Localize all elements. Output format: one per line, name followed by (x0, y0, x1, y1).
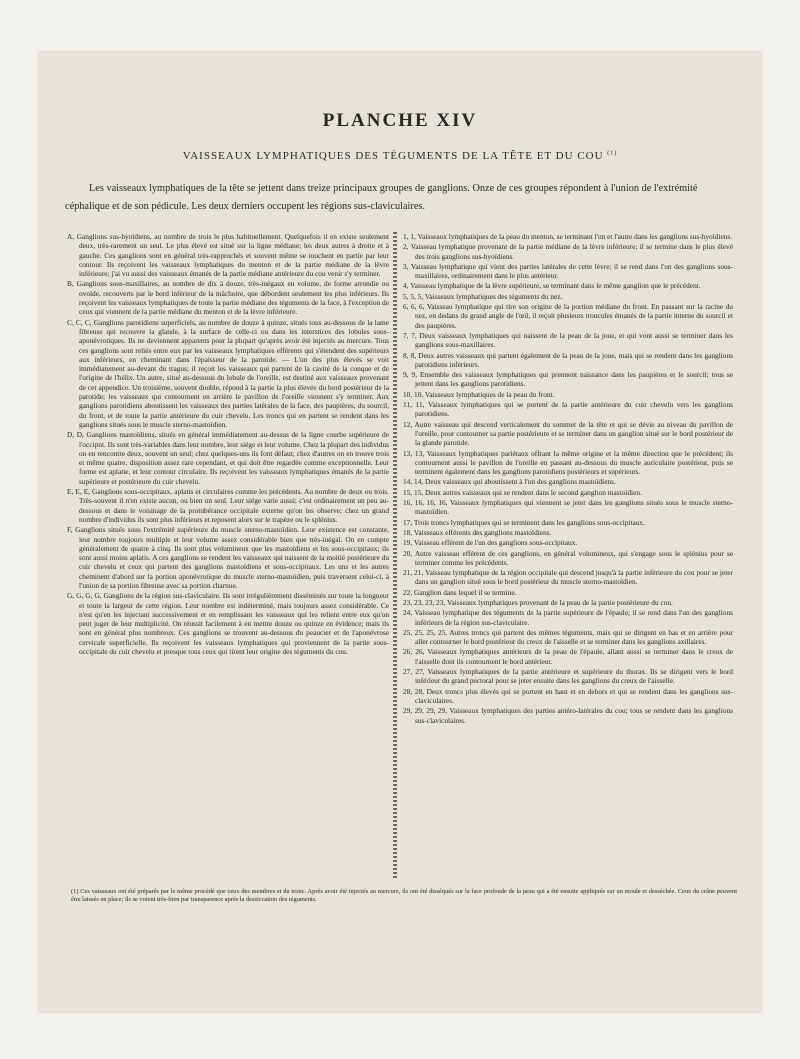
vessel-entry (403, 390, 733, 399)
entry-text: Deux vaisseaux lymphatiques qui naissent de la peau de la joue, et qui vont aussi se terminer dans les ganglions sous-maxillaires. (415, 330, 733, 350)
entry-label: F, (67, 525, 73, 535)
left-column-legend (67, 232, 389, 880)
entry-label: A, (67, 232, 75, 241)
entry-text: Ganglions sus-hyoïdiens, au nombre de trois le plus habituellement. Quelquefois il en existe seulement deux, très-rarement un seul. Le plus élevé est situé sur la ligne médiane; les deux autres à droite et à gauche. Ces ganglions sont en général très-rapprochés et souvent même se touchent en partie par leur contour. Ils reçoivent les vaisseaux lymphatiques du menton et de la partie médiane de la lèvre inférieure; j'ai vu aussi des vaisseaux émanés de la partie médiane antérieure du cou venir s'y terminer. (76, 232, 389, 279)
vessel-entry (403, 608, 733, 627)
subtitle-footnote-mark: (1) (607, 150, 618, 157)
entry-label: 22, (403, 587, 413, 597)
entry-text: Ganglions de la région sus-claviculaire. Ils sont irrégulièrement disséminés sur toute la longueur et toute la largeur de cette région. Leur nombre est indéterminé, mais toujours assez considérable. Ce n'est qu'en les injectant successivement et en remplissant les vaisseaux qui les relient entre eux qu'on peut juger de leur multiplicité. On réussit facilement à en mettre douze ou quinze en évidence; mais ils sont en général plus nombreux. Ces ganglions se trouvent au-dessous du peaucier et de l'aponévrose cervicale superficielle. Ils reçoivent les vaisseaux lymphatiques qui proviennent de la partie sous-occipitale du cuir chevelu et presque tous ceux qui tirent leur origine des téguments du cou. (79, 591, 389, 657)
entry-text: Vaisseaux lymphatiques des téguments du nez. (424, 291, 563, 301)
plate-page (39, 52, 761, 1012)
entry-label: 8, 8, (403, 350, 417, 360)
ganglion-entry (67, 525, 389, 590)
entry-text: Vaisseaux lymphatiques antérieurs de la peau de l'épaule, allant aussi se terminer dans le creux de l'aisselle dont ils contournent le bord antérieur. (415, 647, 733, 666)
entry-label: 25, 25, 25, 25, (403, 627, 448, 637)
entry-text: Vaisseaux lymphatiques de la partie antérieure et supérieure du thorax. Ils se dirigent vers le bord inférieur du grand pectoral pour se jeter ensuite dans les ganglions du creux de l'aisselle. (415, 667, 733, 686)
ganglion-entry (67, 318, 389, 430)
entry-label: 19, (403, 538, 413, 548)
entry-label: 16, 16, 16, 16, (403, 498, 448, 508)
ganglion-entry (67, 232, 389, 278)
plate-title: PLANCHE XIV (322, 110, 478, 131)
entry-text: Vaisseaux lymphatiques pariétaux offrant la même origine et la même direction que le précédent; ils contournent aussi le pavillon de l'oreille en passant au-dessous du muscle auriculaire postérieur, puis se terminent également dans les ganglions parotidiens postérieurs et supérieurs. (415, 448, 733, 477)
entry-text: Ganglions sous-maxillaires, au nombre de dix à douze, très-inégaux en volume, de forme arrondie ou ovoïde, recouverts par le bord inférieur de la mâchoire, que débordent seulement les plus inférieurs. Ils reçoivent les vaisseaux lymphatiques de toute la partie médiane des téguments de la face, à l'exception de ceux qui viennent de la partie médiane du menton et de la lèvre inférieure. (76, 279, 389, 317)
entry-label: B, (67, 279, 74, 289)
entry-text: Ensemble des vaisseaux lymphatiques qui prennent naissance dans les paupières et le sourcil; tous se jettent dans les ganglions parotidiens. (415, 370, 733, 389)
entry-label: D, D, (67, 430, 84, 440)
ganglion-entry (67, 591, 389, 656)
vessel-entry (403, 351, 733, 370)
entry-text: Vaisseaux lymphatiques provenant de la peau de la partie postérieure du cou. (446, 597, 673, 607)
vessel-entry (403, 647, 733, 666)
entry-text: Ganglions mastoïdiens, situés en général immédiatement au-dessus de la ligne courbe supérieure de l'occiput. Ils sont très-variables dans leur nombre, leur siége et leur volume. Chez la plupart des individus on en rencontre deux, souvent un seul; chez quelques-uns ils font défaut; chez d'autres on en trouve trois et même quatre, disposition assez rare cependant, et qui doit être regardée comme exceptionnelle. Leur forme est aplatie, et leur contour circulaire. Ils reçoivent les vaisseaux lymphatiques émanés de la partie supérieure et postérieure du cuir chevelu. (79, 430, 389, 486)
entry-text: Vaisseau lymphatique de la lèvre supérieure, se terminant dans le même ganglion que le précédent. (410, 281, 701, 291)
entry-label: C, C, C, (67, 317, 92, 327)
entry-label: 23, 23, 23, 23, (403, 597, 446, 607)
ganglion-entry (67, 279, 389, 316)
ganglion-entry (67, 430, 389, 486)
vessel-entry (403, 628, 733, 647)
entry-text: Deux vaisseaux qui aboutissent à l'un des ganglions mastoïdiens. (425, 477, 616, 487)
vessel-entry (403, 302, 733, 330)
entry-text: Trois troncs lymphatiques qui se terminent dans les ganglions sous-occipitaux. (413, 517, 645, 527)
subtitle-text: VAISSEAUX LYMPHATIQUES DES TÉGUMENTS DE LA TÊTE ET DU COU (182, 150, 604, 162)
vessel-entry (403, 518, 733, 527)
entry-text: Deux autres vaisseaux qui partent également de la peau de la joue, mais qui se rendent dans les ganglions parotidiens inférieurs. (415, 350, 733, 369)
intro-paragraph: Les vaisseaux lymphatiques de la tête se jettent dans treize principaux groupes de ganglions. Onze de ces groupes répondent à l'union de l'extrémité céphalique et de son pédicule. Les deux derniers occupent les régions sus-claviculaires. (65, 183, 698, 212)
vessel-entry (403, 400, 733, 419)
entry-text: Deux autres vaisseaux qui se rendent dans le second ganglion mastoïdien. (425, 487, 642, 497)
vessel-entry (403, 588, 733, 597)
vessel-entry (403, 706, 733, 725)
entry-label: 13, 13, (403, 448, 425, 458)
entry-label: 2, (403, 242, 409, 252)
entry-text: Vaisseaux lymphatiques qui viennent se jeter dans les ganglions situés sous le muscle sterno-mastoïdien. (415, 498, 733, 517)
entry-label: 12, (403, 419, 413, 429)
vessel-entry (403, 242, 733, 261)
vessel-entry (403, 488, 733, 497)
column-divider (393, 232, 397, 880)
entry-label: 3, (403, 261, 409, 271)
vessel-entry (403, 420, 733, 448)
vessel-entry (403, 549, 733, 568)
entry-text: Ganglion dans lequel il se termine. (414, 587, 517, 597)
entry-label: E, E, E, (67, 487, 91, 497)
vessel-entry (403, 262, 733, 281)
entry-label: 18, (403, 527, 413, 537)
entry-text: Ganglions sous-occipitaux, aplatis et circulaires comme les précédents. Au nombre de deux ou trois. Très-souvent il n'en existe aucun, ou bien un seul. Leur siége varie aussi; c'est ordinairement un peu au-dessous et dans le voisinage de la protubérance occipitale externe qu'on les observe; chez un grand nombre d'individus ils sont plus inférieurs et reposent alors sur le trapèze ou le splénius. (79, 487, 389, 524)
vessel-entry (403, 598, 733, 607)
entry-label: 7, 7, (403, 330, 417, 340)
plate-subtitle (39, 150, 761, 162)
entry-label: 27, 27, (403, 667, 425, 677)
entry-text: Ganglions parotidiens superficiels, au nombre de douze à quinze, situés tous au-dessous de la lame fibreuse qui recouvre la glande, à la surface de celle-ci ou dans les interstices des lobules sous-aponévrotiques. Ils ne deviennent apparents pour la plupart qu'après avoir été injectés au mercure. Tous ces ganglions sont reliés entre eux par les vaisseaux lymphatiques efférents qui s'étendent des supérieurs aux inférieurs, en cheminant dans l'épaisseur de la parotide. — L'un des plus élevés se voit immédiatement au-devant du tragus; il reçoit les vaisseaux qui partent de la cavité de la conque et de l'origine de l'hélix. Un autre, situé au-dessous du lobule de l'oreille, est destiné aux vaisseaux provenant de cet appendice. Un troisième, souvent double, répond à la partie la plus élevée du bord postérieur de la parotide; les vaisseaux qui contournent en arrière le pavillon de l'oreille viennent s'y terminer. Aux ganglions parotidiens aboutissent les vaisseaux des parties latérales de la face, des paupières, du sourcil, du front, et de toute la partie antérieure du cuir chevelu. Les troncs qui en partent se rendent dans les ganglions situés sous le muscle sterno-mastoïdien. (79, 317, 389, 429)
entry-text: Autres troncs qui partent des mêmes téguments, mais qui se dirigent en bas et en arrière pour aller contourner le bord postérieur du creux de l'aisselle et se terminer dans les ganglions axillaires. (415, 627, 733, 647)
vessel-entry (403, 477, 733, 486)
entry-label: 21, 21, (403, 568, 424, 578)
entry-label: 17, (403, 517, 413, 527)
vessel-entry (403, 232, 733, 241)
vessel-entry (403, 538, 733, 547)
entry-label: 29, 29, 29, 29, (403, 706, 448, 716)
entry-text: Autre vaisseau qui descend verticalement du sommet de la tête et qui se dévie au niveau du pavillon de l'oreille, pour contourner sa partie postérieure et se terminer dans un ganglion situé sur le bord postérieur de la glande parotide. (414, 419, 733, 448)
entry-label: 9, 9, (403, 370, 418, 380)
entry-text: Autre vaisseau efférent de ces ganglions, en général volumineux, qui s'engage sous le splénius pour se terminer comme les précédents. (414, 548, 733, 567)
entry-text: Vaisseaux lymphatiques qui se portent de la partie antérieure du cuir chevelu vers les ganglions parotidiens. (415, 400, 733, 419)
vessel-entry (403, 498, 733, 517)
entry-text: Vaisseaux lymphatiques de la peau du menton, se terminant l'un et l'autre dans les ganglions sus-hyoïdiens. (417, 232, 733, 241)
entry-label: 4, (403, 281, 409, 291)
entry-label: 28, 28, (403, 686, 424, 696)
entry-label: 11, 11, (403, 400, 425, 410)
entry-text: Vaisseau lymphatique qui vient des parties latérales de cette lèvre; il se rend dans l'un des ganglions sous-maxillaires, ordinairement dans le plus antérieur. (410, 261, 733, 281)
entry-label: 5, 5, 5, (403, 291, 424, 301)
vessel-entry (403, 687, 733, 706)
entry-text: Vaisseaux lymphatiques des parties antéro-latérales du cou; tous se rendent dans les ganglions sus-claviculaires. (415, 706, 733, 725)
vessel-entry (403, 528, 733, 537)
entry-label: 1, 1, (403, 232, 416, 241)
entry-text: Vaisseaux efférents des ganglions mastoïdiens. (413, 527, 552, 537)
entry-label: 26, 26, (403, 647, 425, 657)
vessel-entry (403, 281, 733, 290)
entry-text: Vaisseau lymphatique provenant de la partie médiane de la lèvre inférieure; il se termine dans le plus élevé des trois ganglions sus-hyoïdiens. (410, 242, 733, 261)
vessel-entry (403, 568, 733, 587)
ganglion-entry (67, 487, 389, 524)
entry-label: 10, 10, (403, 389, 424, 399)
entry-text: Vaisseau lymphatique qui tire son origine de la portion médiane du front. En passant sur la racine du nez, en dedans du grand angle de l'œil, il reçoit plusieurs troncules émanés de la partie interne du sourcil et des paupières. (415, 302, 733, 330)
vessel-entry (403, 667, 733, 686)
entry-text: Vaisseau efférent de l'un des ganglions sous-occipitaux. (413, 538, 578, 548)
entry-label: 6, 6, 6, (403, 302, 425, 312)
footnote: (1) Ces vaisseaux ont été préparés par le même procédé que ceux des membres et du tronc. Après avoir été injectés au mercure, ils ont été disséqués sur la face profonde de la peau qui a été ensuite appliquée sur un moule et desséchée. Ceux du crâne peuvent être laissés en place; ils se voient très-bien par transparence après la dessiccation des téguments. (71, 888, 737, 904)
vessel-entry (403, 370, 733, 389)
entry-text: Vaisseau lymphatique de la région occipitale qui descend jusqu'à la partie inférieure du cou pour se jeter dans un ganglion situé sous le bord postérieur du muscle sterno-mastoïdien. (415, 568, 733, 587)
entry-label: 24, (403, 608, 413, 618)
entry-label: 20, (403, 548, 413, 558)
entry-text: Ganglions situés sous l'extrémité supérieure du muscle sterno-mastoïdien. Leur existence est constante, leur nombre toujours multiple et leur volume assez considérable bien que très-inégal. On en compte généralement de quatre à cinq. Ils sont plus volumineux que les mastoïdiens et les sous-occipitaux; ils sont aussi moins aplatis. A ces ganglions se rendent les vaisseaux qui naissent de la moitié postérieure du cuir chevelu et ceux qui partent des ganglions mastoïdiens et sous-occipitaux. Les uns et les autres cheminent d'abord sur la portion aponévrotique du muscle sterno-mastoïdien, puis traversent celui-ci, à l'union de sa portion fibreuse avec sa portion charnue. (75, 525, 389, 590)
vessel-entry (403, 292, 733, 301)
vessel-entry (403, 331, 733, 350)
entry-text: Vaisseau lymphatique des téguments de la partie supérieure de l'épaule; il se rend dans l'un des ganglions inférieurs de la région sus-claviculaire. (414, 608, 733, 627)
entry-label: 14, 14, (403, 477, 424, 487)
entry-text: Deux troncs plus élevés qui se portent en haut et en dehors et qui se rendent dans les ganglions sus-claviculaires. (415, 686, 733, 705)
entry-text: Vaisseaux lymphatiques de la peau du front. (424, 389, 555, 399)
vessel-entry (403, 449, 733, 477)
right-column-legend (403, 232, 733, 880)
entry-label: G, G, G, G, (67, 591, 102, 601)
entry-label: 15, 15, (403, 487, 424, 497)
